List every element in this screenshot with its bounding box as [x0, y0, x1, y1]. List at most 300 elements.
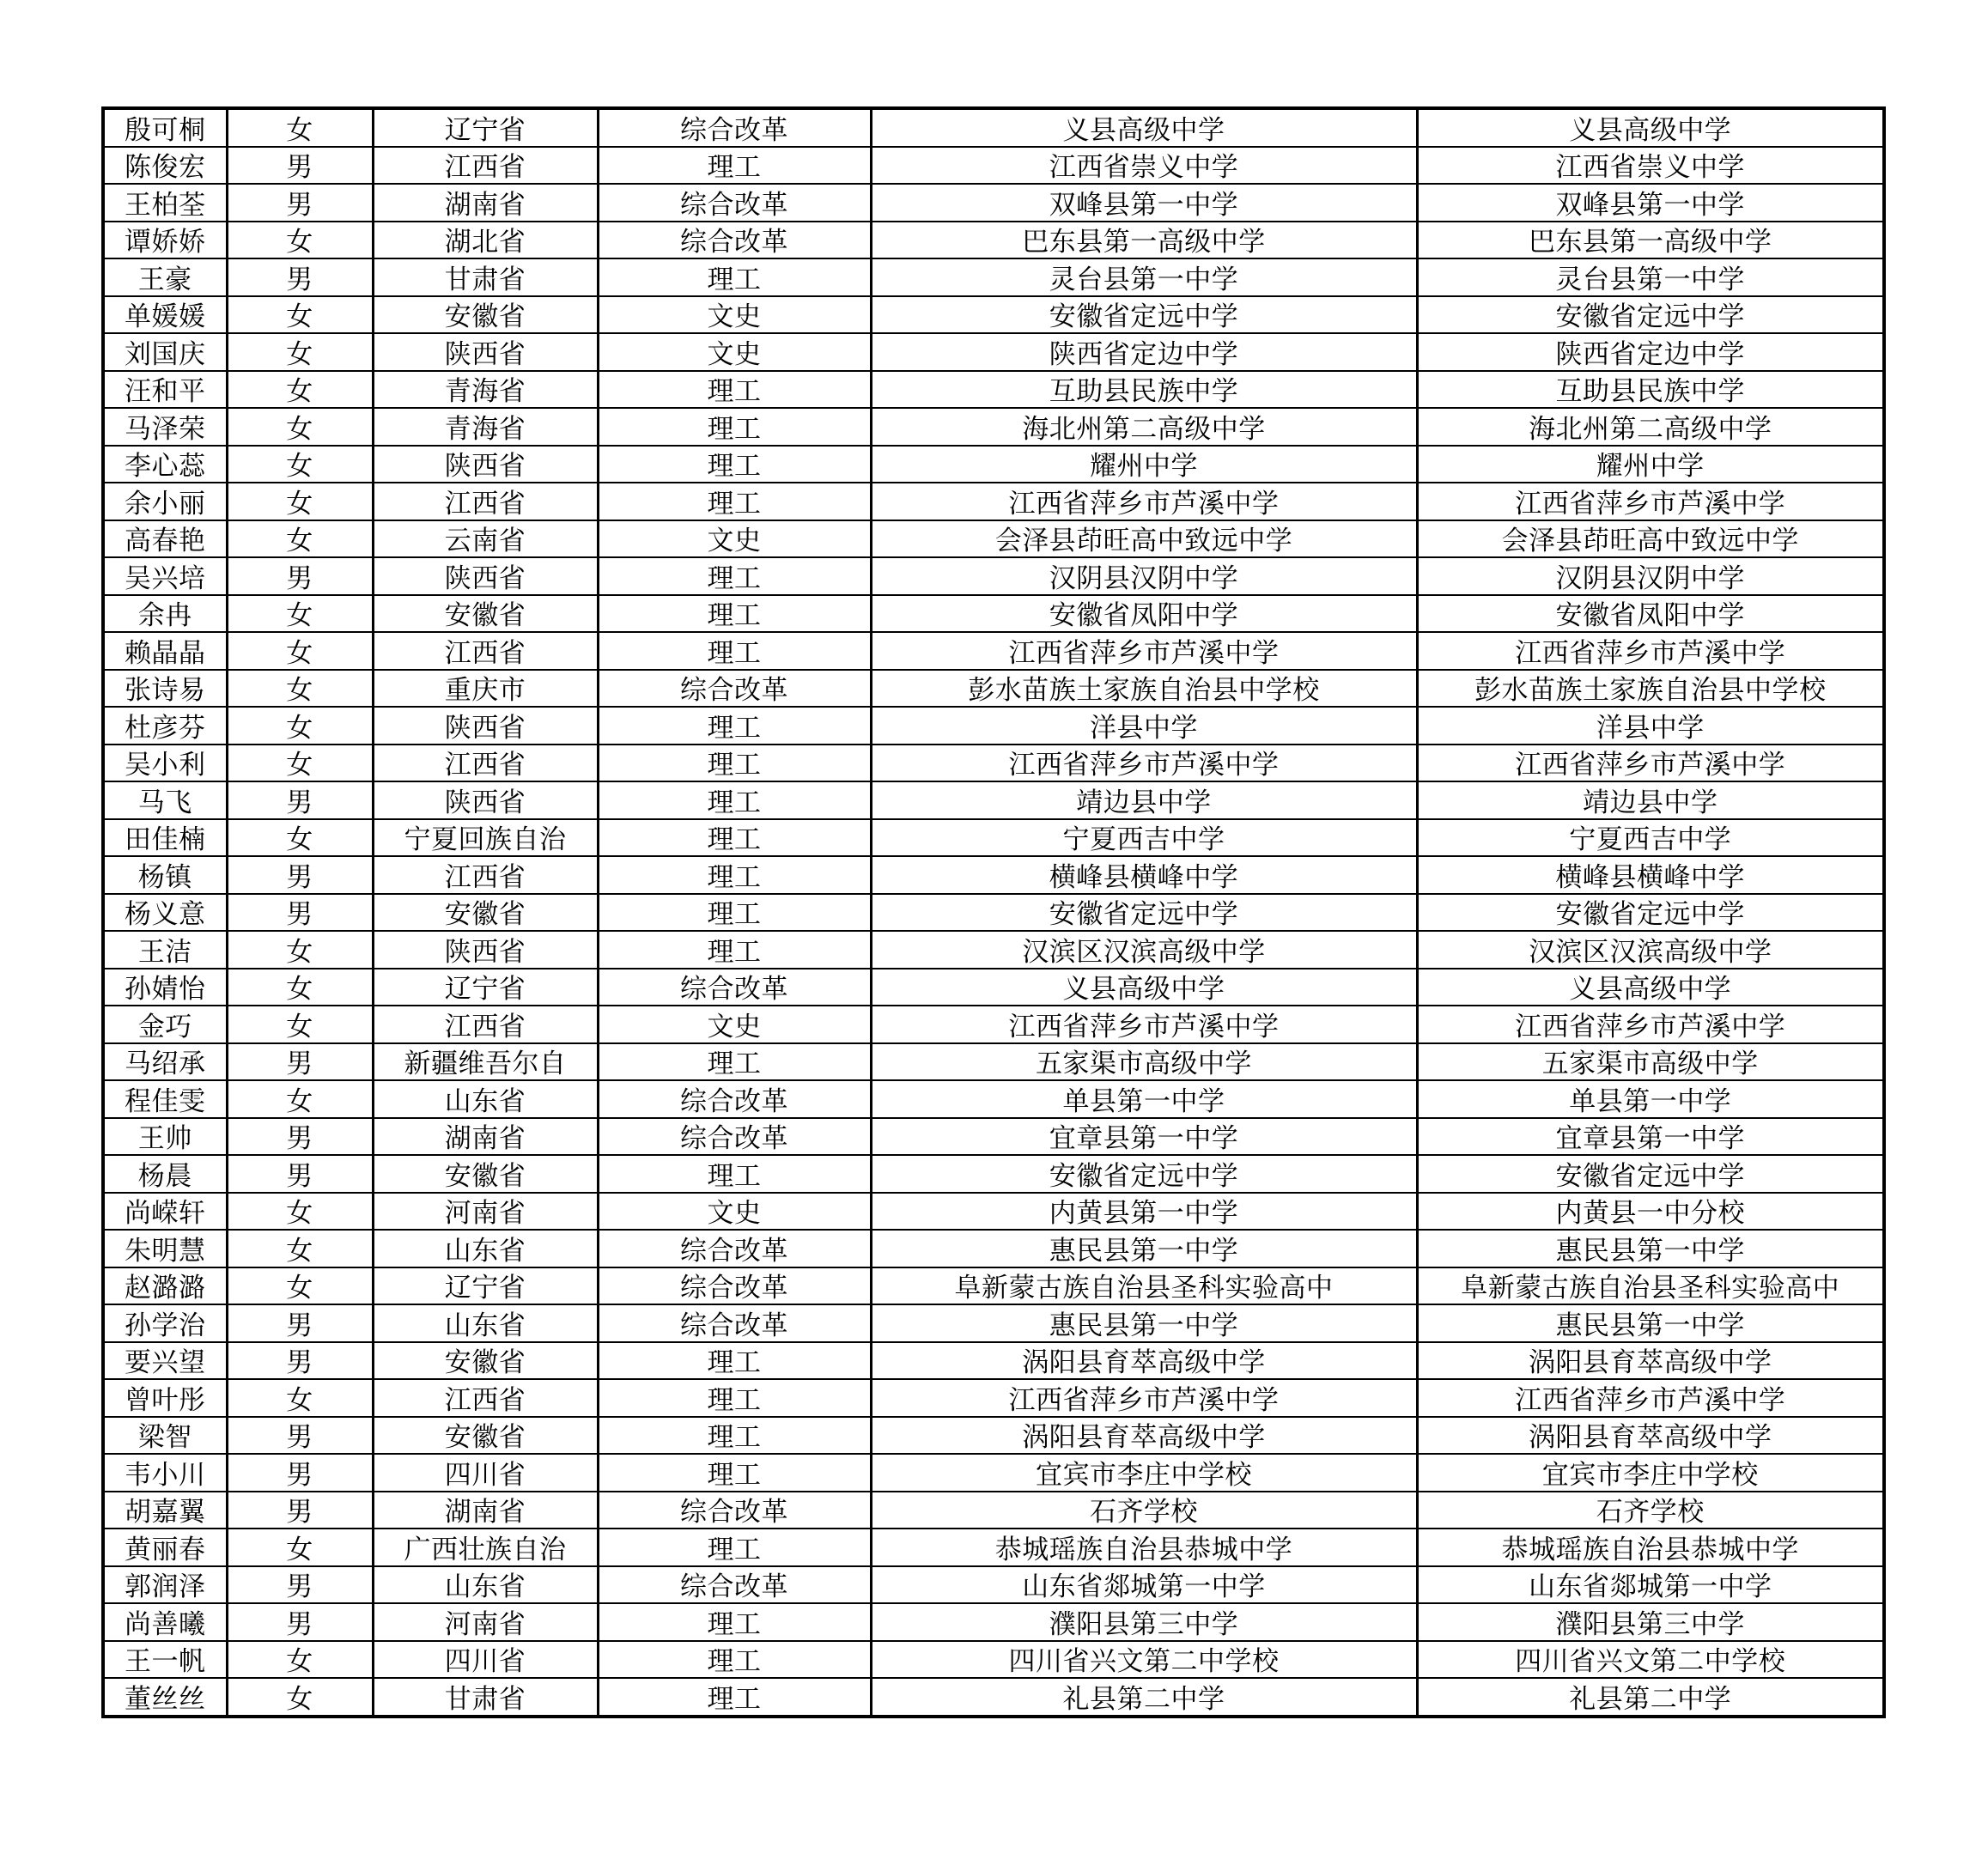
school-cell: 海北州第二高级中学	[871, 408, 1417, 446]
table-row	[103, 333, 1884, 371]
school-cell: 双峰县第一中学	[871, 184, 1417, 222]
province-cell: 山东省	[373, 1080, 598, 1118]
table-row	[103, 1529, 1884, 1566]
name-cell: 杨义意	[103, 894, 227, 932]
gender-cell: 男	[227, 1454, 373, 1492]
gender-cell: 女	[227, 222, 373, 259]
school-cell: 江西省萍乡市芦溪中学	[871, 745, 1417, 782]
name-cell: 马绍承	[103, 1043, 227, 1081]
province-cell: 甘肃省	[373, 258, 598, 296]
table-row	[103, 745, 1884, 782]
graduated-school-cell: 海北州第二高级中学	[1417, 408, 1884, 446]
name-cell: 田佳楠	[103, 819, 227, 857]
school-cell: 靖边县中学	[871, 781, 1417, 819]
graduated-school-cell: 阜新蒙古族自治县圣科实验高中	[1417, 1267, 1884, 1305]
province-cell: 陕西省	[373, 931, 598, 969]
school-cell: 汉阴县汉阴中学	[871, 557, 1417, 595]
school-cell: 灵台县第一中学	[871, 258, 1417, 296]
graduated-school-cell: 江西省萍乡市芦溪中学	[1417, 483, 1884, 520]
graduated-school-cell: 安徽省定远中学	[1417, 894, 1884, 932]
track-cell: 综合改革	[598, 1267, 871, 1305]
province-cell: 辽宁省	[373, 1267, 598, 1305]
track-cell: 理工	[598, 258, 871, 296]
province-cell: 重庆市	[373, 670, 598, 708]
school-cell: 陕西省定边中学	[871, 333, 1417, 371]
name-cell: 张诗易	[103, 670, 227, 708]
school-cell: 巴东县第一高级中学	[871, 222, 1417, 259]
graduated-school-cell: 江西省萍乡市芦溪中学	[1417, 1006, 1884, 1043]
track-cell: 理工	[598, 1342, 871, 1380]
graduated-school-cell: 单县第一中学	[1417, 1080, 1884, 1118]
graduated-school-cell: 涡阳县育萃高级中学	[1417, 1342, 1884, 1380]
province-cell: 河南省	[373, 1193, 598, 1231]
school-cell: 安徽省定远中学	[871, 1155, 1417, 1193]
table-row	[103, 1566, 1884, 1604]
gender-cell: 女	[227, 333, 373, 371]
province-cell: 山东省	[373, 1230, 598, 1267]
school-cell: 互助县民族中学	[871, 371, 1417, 409]
track-cell: 理工	[598, 707, 871, 745]
track-cell: 理工	[598, 1641, 871, 1679]
table-row	[103, 483, 1884, 520]
school-cell: 耀州中学	[871, 446, 1417, 483]
name-cell: 刘国庆	[103, 333, 227, 371]
school-cell: 洋县中学	[871, 707, 1417, 745]
table-row	[103, 819, 1884, 857]
name-cell: 王豪	[103, 258, 227, 296]
school-cell: 涡阳县育萃高级中学	[871, 1417, 1417, 1455]
province-cell: 安徽省	[373, 296, 598, 334]
name-cell: 高春艳	[103, 520, 227, 558]
province-cell: 青海省	[373, 371, 598, 409]
table-row	[103, 520, 1884, 558]
school-cell: 惠民县第一中学	[871, 1230, 1417, 1267]
gender-cell: 女	[227, 1006, 373, 1043]
gender-cell: 女	[227, 595, 373, 633]
name-cell: 吴小利	[103, 745, 227, 782]
gender-cell: 女	[227, 632, 373, 670]
track-cell: 理工	[598, 1379, 871, 1417]
track-cell: 理工	[598, 745, 871, 782]
graduated-school-cell: 灵台县第一中学	[1417, 258, 1884, 296]
gender-cell: 男	[227, 1603, 373, 1641]
name-cell: 郭润泽	[103, 1566, 227, 1604]
province-cell: 广西壮族自治	[373, 1529, 598, 1566]
province-cell: 江西省	[373, 1379, 598, 1417]
name-cell: 要兴望	[103, 1342, 227, 1380]
province-cell: 山东省	[373, 1304, 598, 1342]
gender-cell: 女	[227, 520, 373, 558]
table-row	[103, 147, 1884, 185]
gender-cell: 男	[227, 781, 373, 819]
gender-cell: 男	[227, 184, 373, 222]
school-cell: 内黄县第一中学	[871, 1193, 1417, 1231]
school-cell: 安徽省定远中学	[871, 894, 1417, 932]
name-cell: 马泽荣	[103, 408, 227, 446]
name-cell: 朱明慧	[103, 1230, 227, 1267]
table-row	[103, 969, 1884, 1006]
gender-cell: 男	[227, 1566, 373, 1604]
gender-cell: 女	[227, 1678, 373, 1717]
track-cell: 理工	[598, 557, 871, 595]
table-row	[103, 1193, 1884, 1231]
graduated-school-cell: 四川省兴文第二中学校	[1417, 1641, 1884, 1679]
school-cell: 五家渠市高级中学	[871, 1043, 1417, 1081]
province-cell: 江西省	[373, 483, 598, 520]
track-cell: 综合改革	[598, 1118, 871, 1156]
track-cell: 理工	[598, 894, 871, 932]
graduated-school-cell: 安徽省定远中学	[1417, 296, 1884, 334]
table-row	[103, 632, 1884, 670]
track-cell: 综合改革	[598, 969, 871, 1006]
province-cell: 安徽省	[373, 1342, 598, 1380]
gender-cell: 男	[227, 1304, 373, 1342]
track-cell: 综合改革	[598, 1304, 871, 1342]
graduated-school-cell: 耀州中学	[1417, 446, 1884, 483]
province-cell: 甘肃省	[373, 1678, 598, 1717]
school-cell: 义县高级中学	[871, 108, 1417, 147]
name-cell: 梁智	[103, 1417, 227, 1455]
gender-cell: 女	[227, 1641, 373, 1679]
track-cell: 综合改革	[598, 108, 871, 147]
graduated-school-cell: 惠民县第一中学	[1417, 1230, 1884, 1267]
graduated-school-cell: 内黄县一中分校	[1417, 1193, 1884, 1231]
table-row	[103, 108, 1884, 147]
table-row	[103, 1492, 1884, 1529]
gender-cell: 男	[227, 1492, 373, 1529]
school-cell: 宁夏西吉中学	[871, 819, 1417, 857]
table-row	[103, 1006, 1884, 1043]
graduated-school-cell: 彭水苗族土家族自治县中学校	[1417, 670, 1884, 708]
province-cell: 湖南省	[373, 184, 598, 222]
province-cell: 安徽省	[373, 1417, 598, 1455]
school-cell: 安徽省凤阳中学	[871, 595, 1417, 633]
table-row	[103, 1118, 1884, 1156]
track-cell: 理工	[598, 781, 871, 819]
graduated-school-cell: 宜章县第一中学	[1417, 1118, 1884, 1156]
school-cell: 安徽省定远中学	[871, 296, 1417, 334]
gender-cell: 男	[227, 1417, 373, 1455]
province-cell: 湖南省	[373, 1118, 598, 1156]
name-cell: 王柏荃	[103, 184, 227, 222]
province-cell: 江西省	[373, 632, 598, 670]
graduated-school-cell: 江西省萍乡市芦溪中学	[1417, 632, 1884, 670]
gender-cell: 女	[227, 408, 373, 446]
graduated-school-cell: 惠民县第一中学	[1417, 1304, 1884, 1342]
track-cell: 综合改革	[598, 1492, 871, 1529]
table-row	[103, 1267, 1884, 1305]
province-cell: 河南省	[373, 1603, 598, 1641]
roster-body	[103, 108, 1884, 1717]
name-cell: 程佳雯	[103, 1080, 227, 1118]
gender-cell: 男	[227, 894, 373, 932]
graduated-school-cell: 濮阳县第三中学	[1417, 1603, 1884, 1641]
name-cell: 黄丽春	[103, 1529, 227, 1566]
school-cell: 会泽县茚旺高中致远中学	[871, 520, 1417, 558]
school-cell: 山东省郯城第一中学	[871, 1566, 1417, 1604]
name-cell: 单媛媛	[103, 296, 227, 334]
graduated-school-cell: 安徽省凤阳中学	[1417, 595, 1884, 633]
province-cell: 江西省	[373, 147, 598, 185]
name-cell: 杨晨	[103, 1155, 227, 1193]
gender-cell: 女	[227, 670, 373, 708]
track-cell: 文史	[598, 1006, 871, 1043]
table-row	[103, 1155, 1884, 1193]
school-cell: 义县高级中学	[871, 969, 1417, 1006]
name-cell: 赵潞潞	[103, 1267, 227, 1305]
track-cell: 理工	[598, 1529, 871, 1566]
name-cell: 王洁	[103, 931, 227, 969]
school-cell: 四川省兴文第二中学校	[871, 1641, 1417, 1679]
province-cell: 辽宁省	[373, 969, 598, 1006]
province-cell: 陕西省	[373, 557, 598, 595]
track-cell: 文史	[598, 520, 871, 558]
province-cell: 湖北省	[373, 222, 598, 259]
graduated-school-cell: 恭城瑶族自治县恭城中学	[1417, 1529, 1884, 1566]
province-cell: 安徽省	[373, 595, 598, 633]
name-cell: 余小丽	[103, 483, 227, 520]
name-cell: 谭娇娇	[103, 222, 227, 259]
school-cell: 江西省崇义中学	[871, 147, 1417, 185]
gender-cell: 女	[227, 1230, 373, 1267]
graduated-school-cell: 靖边县中学	[1417, 781, 1884, 819]
track-cell: 文史	[598, 1193, 871, 1231]
gender-cell: 女	[227, 969, 373, 1006]
gender-cell: 女	[227, 1267, 373, 1305]
name-cell: 王帅	[103, 1118, 227, 1156]
name-cell: 杜彦芬	[103, 707, 227, 745]
table-row	[103, 296, 1884, 334]
track-cell: 理工	[598, 1155, 871, 1193]
graduated-school-cell: 汉滨区汉滨高级中学	[1417, 931, 1884, 969]
track-cell: 综合改革	[598, 1566, 871, 1604]
track-cell: 文史	[598, 296, 871, 334]
graduated-school-cell: 宁夏西吉中学	[1417, 819, 1884, 857]
graduated-school-cell: 山东省郯城第一中学	[1417, 1566, 1884, 1604]
gender-cell: 男	[227, 147, 373, 185]
school-cell: 宜章县第一中学	[871, 1118, 1417, 1156]
table-row	[103, 856, 1884, 894]
name-cell: 杨镇	[103, 856, 227, 894]
graduated-school-cell: 义县高级中学	[1417, 969, 1884, 1006]
gender-cell: 男	[227, 1043, 373, 1081]
track-cell: 理工	[598, 1454, 871, 1492]
name-cell: 余冉	[103, 595, 227, 633]
name-cell: 尚嵘轩	[103, 1193, 227, 1231]
school-cell: 单县第一中学	[871, 1080, 1417, 1118]
school-cell: 恭城瑶族自治县恭城中学	[871, 1529, 1417, 1566]
table-row	[103, 1304, 1884, 1342]
graduated-school-cell: 双峰县第一中学	[1417, 184, 1884, 222]
track-cell: 综合改革	[598, 1230, 871, 1267]
gender-cell: 女	[227, 296, 373, 334]
graduated-school-cell: 江西省崇义中学	[1417, 147, 1884, 185]
table-row	[103, 1603, 1884, 1641]
province-cell: 云南省	[373, 520, 598, 558]
graduated-school-cell: 涡阳县育萃高级中学	[1417, 1417, 1884, 1455]
province-cell: 陕西省	[373, 707, 598, 745]
table-row	[103, 557, 1884, 595]
table-row	[103, 595, 1884, 633]
gender-cell: 女	[227, 819, 373, 857]
track-cell: 理工	[598, 1678, 871, 1717]
school-cell: 汉滨区汉滨高级中学	[871, 931, 1417, 969]
table-row	[103, 408, 1884, 446]
table-row	[103, 1379, 1884, 1417]
school-cell: 江西省萍乡市芦溪中学	[871, 483, 1417, 520]
name-cell: 尚善曦	[103, 1603, 227, 1641]
name-cell: 赖晶晶	[103, 632, 227, 670]
track-cell: 理工	[598, 595, 871, 633]
table-row	[103, 670, 1884, 708]
gender-cell: 女	[227, 931, 373, 969]
table-row	[103, 1641, 1884, 1679]
gender-cell: 女	[227, 707, 373, 745]
graduated-school-cell: 会泽县茚旺高中致远中学	[1417, 520, 1884, 558]
province-cell: 湖南省	[373, 1492, 598, 1529]
graduated-school-cell: 石齐学校	[1417, 1492, 1884, 1529]
province-cell: 青海省	[373, 408, 598, 446]
roster-table	[101, 106, 1886, 1718]
track-cell: 理工	[598, 819, 871, 857]
name-cell: 孙婧怡	[103, 969, 227, 1006]
province-cell: 江西省	[373, 745, 598, 782]
name-cell: 胡嘉翼	[103, 1492, 227, 1529]
gender-cell: 女	[227, 1080, 373, 1118]
track-cell: 理工	[598, 1043, 871, 1081]
name-cell: 汪和平	[103, 371, 227, 409]
graduated-school-cell: 五家渠市高级中学	[1417, 1043, 1884, 1081]
track-cell: 文史	[598, 333, 871, 371]
graduated-school-cell: 礼县第二中学	[1417, 1678, 1884, 1717]
graduated-school-cell: 横峰县横峰中学	[1417, 856, 1884, 894]
name-cell: 曾叶彤	[103, 1379, 227, 1417]
graduated-school-cell: 巴东县第一高级中学	[1417, 222, 1884, 259]
province-cell: 四川省	[373, 1454, 598, 1492]
school-cell: 江西省萍乡市芦溪中学	[871, 1006, 1417, 1043]
name-cell: 董丝丝	[103, 1678, 227, 1717]
school-cell: 石齐学校	[871, 1492, 1417, 1529]
table-row	[103, 894, 1884, 932]
province-cell: 宁夏回族自治	[373, 819, 598, 857]
name-cell: 王一帆	[103, 1641, 227, 1679]
school-cell: 惠民县第一中学	[871, 1304, 1417, 1342]
school-cell: 彭水苗族土家族自治县中学校	[871, 670, 1417, 708]
table-row	[103, 931, 1884, 969]
graduated-school-cell: 义县高级中学	[1417, 108, 1884, 147]
province-cell: 江西省	[373, 1006, 598, 1043]
track-cell: 综合改革	[598, 1080, 871, 1118]
track-cell: 理工	[598, 408, 871, 446]
track-cell: 理工	[598, 483, 871, 520]
table-row	[103, 1342, 1884, 1380]
school-cell: 阜新蒙古族自治县圣科实验高中	[871, 1267, 1417, 1305]
table-row	[103, 184, 1884, 222]
gender-cell: 女	[227, 745, 373, 782]
name-cell: 李心蕊	[103, 446, 227, 483]
track-cell: 综合改革	[598, 184, 871, 222]
province-cell: 陕西省	[373, 781, 598, 819]
table-row	[103, 1043, 1884, 1081]
table-row	[103, 446, 1884, 483]
gender-cell: 男	[227, 557, 373, 595]
name-cell: 孙学治	[103, 1304, 227, 1342]
graduated-school-cell: 汉阴县汉阴中学	[1417, 557, 1884, 595]
gender-cell: 女	[227, 446, 373, 483]
province-cell: 安徽省	[373, 894, 598, 932]
table-row	[103, 707, 1884, 745]
gender-cell: 男	[227, 1155, 373, 1193]
gender-cell: 女	[227, 483, 373, 520]
school-cell: 江西省萍乡市芦溪中学	[871, 632, 1417, 670]
province-cell: 新疆维吾尔自	[373, 1043, 598, 1081]
school-cell: 礼县第二中学	[871, 1678, 1417, 1717]
name-cell: 陈俊宏	[103, 147, 227, 185]
graduated-school-cell: 江西省萍乡市芦溪中学	[1417, 1379, 1884, 1417]
name-cell: 吴兴培	[103, 557, 227, 595]
track-cell: 理工	[598, 147, 871, 185]
table-row	[103, 1678, 1884, 1717]
graduated-school-cell: 宜宾市李庄中学校	[1417, 1454, 1884, 1492]
track-cell: 理工	[598, 371, 871, 409]
track-cell: 理工	[598, 632, 871, 670]
province-cell: 江西省	[373, 856, 598, 894]
track-cell: 理工	[598, 446, 871, 483]
name-cell: 金巧	[103, 1006, 227, 1043]
province-cell: 陕西省	[373, 333, 598, 371]
name-cell: 韦小川	[103, 1454, 227, 1492]
gender-cell: 男	[227, 1342, 373, 1380]
gender-cell: 女	[227, 1193, 373, 1231]
name-cell: 殷可桐	[103, 108, 227, 147]
gender-cell: 男	[227, 1118, 373, 1156]
gender-cell: 女	[227, 371, 373, 409]
track-cell: 综合改革	[598, 222, 871, 259]
gender-cell: 女	[227, 1379, 373, 1417]
graduated-school-cell: 互助县民族中学	[1417, 371, 1884, 409]
school-cell: 濮阳县第三中学	[871, 1603, 1417, 1641]
name-cell: 马飞	[103, 781, 227, 819]
gender-cell: 男	[227, 258, 373, 296]
gender-cell: 女	[227, 108, 373, 147]
track-cell: 综合改革	[598, 670, 871, 708]
graduated-school-cell: 洋县中学	[1417, 707, 1884, 745]
track-cell: 理工	[598, 931, 871, 969]
graduated-school-cell: 江西省萍乡市芦溪中学	[1417, 745, 1884, 782]
province-cell: 辽宁省	[373, 108, 598, 147]
school-cell: 江西省萍乡市芦溪中学	[871, 1379, 1417, 1417]
graduated-school-cell: 安徽省定远中学	[1417, 1155, 1884, 1193]
table-row	[103, 1417, 1884, 1455]
province-cell: 四川省	[373, 1641, 598, 1679]
province-cell: 安徽省	[373, 1155, 598, 1193]
table-row	[103, 781, 1884, 819]
school-cell: 涡阳县育萃高级中学	[871, 1342, 1417, 1380]
table-row	[103, 1454, 1884, 1492]
track-cell: 理工	[598, 1417, 871, 1455]
province-cell: 陕西省	[373, 446, 598, 483]
table-row	[103, 258, 1884, 296]
gender-cell: 女	[227, 1529, 373, 1566]
table-row	[103, 1080, 1884, 1118]
table-row	[103, 222, 1884, 259]
school-cell: 宜宾市李庄中学校	[871, 1454, 1417, 1492]
graduated-school-cell: 陕西省定边中学	[1417, 333, 1884, 371]
track-cell: 理工	[598, 856, 871, 894]
track-cell: 理工	[598, 1603, 871, 1641]
gender-cell: 男	[227, 856, 373, 894]
school-cell: 横峰县横峰中学	[871, 856, 1417, 894]
